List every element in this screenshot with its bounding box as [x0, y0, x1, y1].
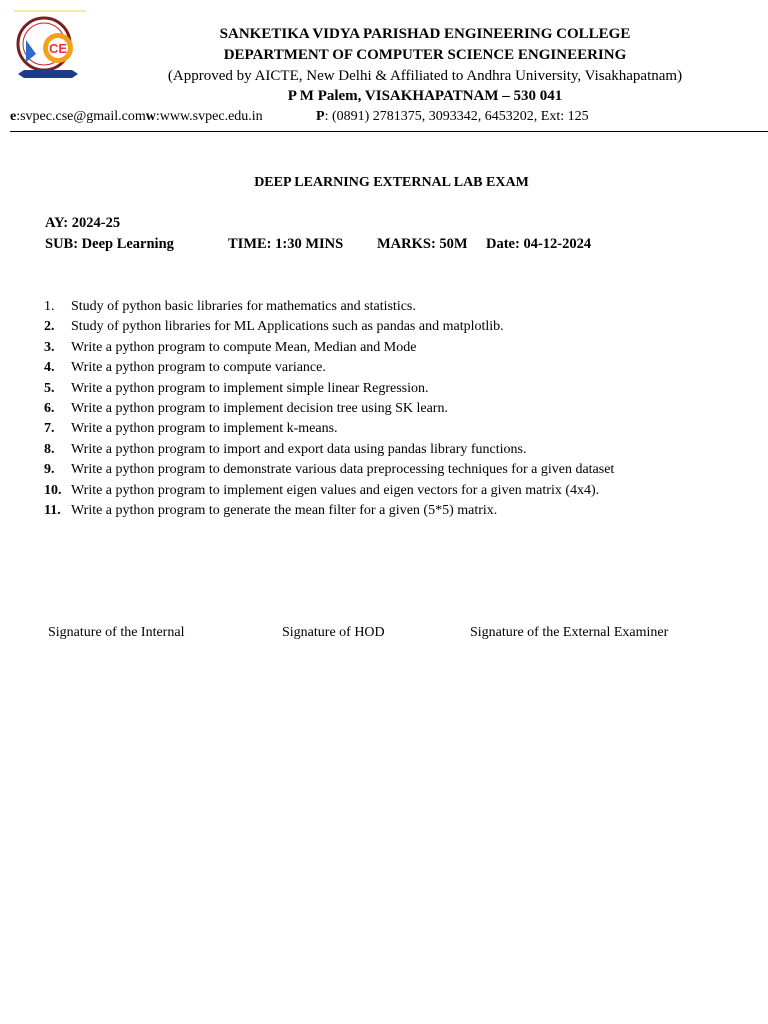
item-number: 11. — [44, 502, 61, 518]
exam-title: DEEP LEARNING EXTERNAL LAB EXAM — [254, 175, 529, 190]
item-text: Write a python program to implement simple linear Regression. — [71, 380, 429, 396]
item-number: 10. — [44, 482, 62, 498]
contact-phone — [316, 109, 589, 125]
item-text: Write a python program to generate the mean filter for a given (5*5) matrix. — [71, 502, 498, 518]
list-item — [44, 419, 744, 439]
item-number: 5. — [44, 380, 55, 396]
header-divider — [10, 131, 768, 132]
email-value: :svpec.cse@gmail.com — [16, 109, 146, 124]
item-number: 9. — [44, 462, 55, 478]
exam-marks: MARKS: 50M — [377, 236, 468, 252]
exam-time: TIME: 1:30 MINS — [228, 236, 344, 252]
phone-label: P — [316, 109, 325, 124]
item-text: Write a python program to implement decision tree using SK learn. — [71, 400, 448, 416]
item-text: Study of python libraries for ML Applications such as pandas and matplotlib. — [71, 319, 504, 335]
list-item — [44, 481, 744, 501]
approval-line: (Approved by AICTE, New Delhi & Affiliated to Andhra University, Visakhapatnam) — [167, 68, 683, 84]
item-text: Write a python program to implement k-means. — [71, 421, 338, 437]
item-text: Study of python basic libraries for mathematics and statistics. — [71, 299, 416, 314]
item-text: Write a python program to import and export data using pandas library functions. — [71, 441, 527, 457]
item-number: 7. — [44, 421, 55, 437]
item-text: Write a python program to compute variance. — [71, 360, 326, 376]
phone-value: : (0891) 2781375, 3093342, 6453202, Ext: 125 — [324, 109, 589, 124]
signature-hod: Signature of HOD — [282, 625, 385, 640]
list-item — [44, 338, 744, 358]
list-item — [44, 297, 744, 317]
academic-year: AY: 2024-25 — [45, 215, 121, 231]
exam-subject: SUB: Deep Learning — [45, 236, 174, 252]
item-text: Write a python program to implement eigen values and eigen vectors for a given matrix (4x4). — [71, 482, 600, 498]
web-label: w — [145, 109, 156, 124]
list-item — [44, 460, 744, 480]
signature-external: Signature of the External Examiner — [470, 625, 669, 640]
item-number: 4. — [44, 360, 55, 376]
list-item — [44, 399, 744, 419]
department-name: DEPARTMENT OF COMPUTER SCIENCE ENGINEERING — [223, 47, 627, 63]
item-number: 3. — [44, 339, 55, 355]
contact-email-web — [10, 109, 263, 125]
signature-internal: Signature of the Internal — [48, 625, 185, 640]
college-name: SANKETIKA VIDYA PARISHAD ENGINEERING COLLEGE — [219, 26, 631, 42]
list-item — [44, 379, 744, 399]
item-number: 1. — [44, 299, 55, 314]
web-value: :www.svpec.edu.in — [155, 109, 263, 124]
list-item — [44, 358, 744, 378]
email-label: e — [10, 109, 17, 124]
experiment-list — [44, 297, 744, 521]
item-text: Write a python program to compute Mean, Median and Mode — [71, 339, 417, 355]
svg-text:CE: CE — [48, 41, 68, 56]
item-number: 2. — [44, 319, 55, 335]
college-logo — [14, 10, 86, 86]
list-item — [44, 440, 744, 460]
item-number: 6. — [44, 400, 55, 416]
list-item — [44, 317, 744, 337]
exam-date: Date: 04-12-2024 — [486, 236, 592, 252]
item-number: 8. — [44, 441, 55, 457]
address-line: P M Palem, VISAKHAPATNAM – 530 041 — [287, 88, 563, 104]
list-item — [44, 501, 744, 521]
item-text: Write a python program to demonstrate various data preprocessing techniques for a given dataset — [71, 462, 615, 478]
